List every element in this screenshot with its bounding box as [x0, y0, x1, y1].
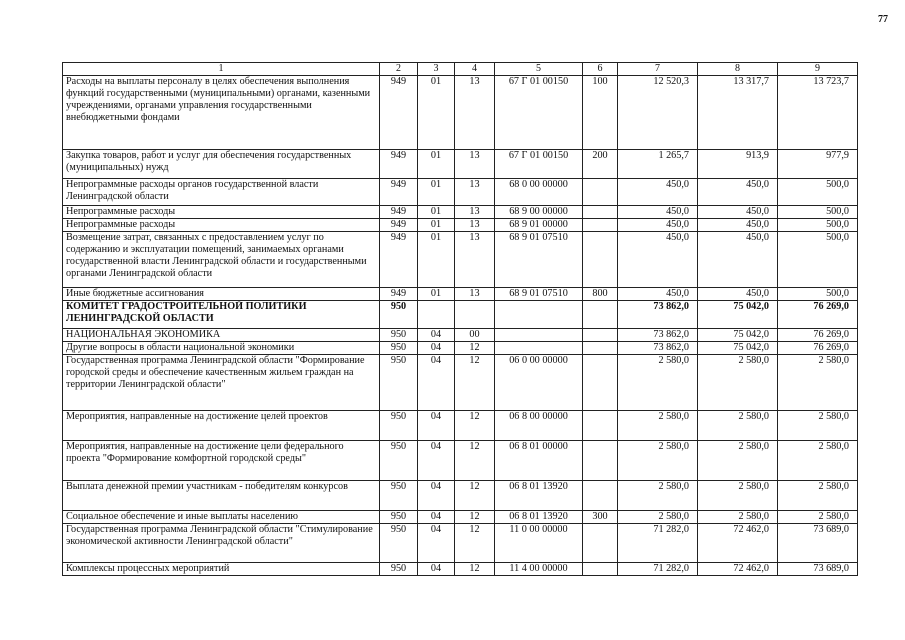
cell-col-3: 01 [418, 288, 455, 301]
cell-col-5: 68 0 00 00000 [495, 179, 583, 206]
cell-col-6 [583, 232, 618, 288]
cell-col-6 [583, 355, 618, 411]
column-number: 7 [618, 63, 698, 76]
row-description: НАЦИОНАЛЬНАЯ ЭКОНОМИКА [63, 329, 380, 342]
cell-col-5: 06 8 01 13920 [495, 511, 583, 524]
row-description: Возмещение затрат, связанных с предоставлением услуг по содержанию и эксплуатации помещений, занимаемых органами государственной власти Ленинградской области и государственными органами Ленинградской области [63, 232, 380, 288]
cell-col-7: 450,0 [618, 219, 698, 232]
cell-col-9: 500,0 [778, 206, 858, 219]
cell-col-8: 450,0 [698, 206, 778, 219]
cell-col-6 [583, 563, 618, 576]
cell-col-7: 71 282,0 [618, 524, 698, 563]
cell-col-5: 06 8 01 13920 [495, 481, 583, 511]
cell-col-5: 11 0 00 00000 [495, 524, 583, 563]
cell-col-7: 450,0 [618, 179, 698, 206]
table-row [63, 481, 858, 511]
row-description: Государственная программа Ленинградской области "Стимулирование экономической активности Ленинградской области" [63, 524, 380, 563]
cell-col-8: 75 042,0 [698, 342, 778, 355]
cell-col-8: 913,9 [698, 150, 778, 179]
table-row [63, 76, 858, 150]
cell-col-2: 950 [380, 342, 418, 355]
cell-col-5: 68 9 01 00000 [495, 219, 583, 232]
cell-col-9: 2 580,0 [778, 355, 858, 411]
table-row [63, 355, 858, 411]
row-description: Социальное обеспечение и иные выплаты населению [63, 511, 380, 524]
cell-col-8: 75 042,0 [698, 329, 778, 342]
column-number: 1 [63, 63, 380, 76]
row-description: Непрограммные расходы органов государственной власти Ленинградской области [63, 179, 380, 206]
page-number: 77 [878, 14, 888, 25]
cell-col-7: 2 580,0 [618, 411, 698, 441]
cell-col-8: 2 580,0 [698, 441, 778, 481]
cell-col-2: 949 [380, 206, 418, 219]
cell-col-5: 06 8 01 00000 [495, 441, 583, 481]
cell-col-5 [495, 342, 583, 355]
cell-col-8: 2 580,0 [698, 411, 778, 441]
table-row [63, 511, 858, 524]
table-row [63, 206, 858, 219]
cell-col-5: 67 Г 01 00150 [495, 150, 583, 179]
cell-col-3: 01 [418, 76, 455, 150]
table-row [63, 441, 858, 481]
cell-col-8: 72 462,0 [698, 524, 778, 563]
cell-col-3: 04 [418, 411, 455, 441]
cell-col-4: 13 [455, 219, 495, 232]
cell-col-5: 68 9 01 07510 [495, 288, 583, 301]
cell-col-3: 01 [418, 150, 455, 179]
cell-col-3: 01 [418, 219, 455, 232]
cell-col-6 [583, 411, 618, 441]
cell-col-8: 450,0 [698, 179, 778, 206]
cell-col-4: 12 [455, 355, 495, 411]
cell-col-2: 950 [380, 511, 418, 524]
table-row [63, 329, 858, 342]
cell-col-7: 73 862,0 [618, 342, 698, 355]
cell-col-5: 67 Г 01 00150 [495, 76, 583, 150]
cell-col-7: 73 862,0 [618, 329, 698, 342]
row-description: Мероприятия, направленные на достижение цели федерального проекта "Формирование комфортной городской среды" [63, 441, 380, 481]
cell-col-8: 450,0 [698, 288, 778, 301]
cell-col-3: 04 [418, 563, 455, 576]
cell-col-2: 950 [380, 563, 418, 576]
cell-col-6 [583, 206, 618, 219]
row-description: Мероприятия, направленные на достижение целей проектов [63, 411, 380, 441]
row-description: Выплата денежной премии участникам - победителям конкурсов [63, 481, 380, 511]
cell-col-6 [583, 524, 618, 563]
cell-col-2: 950 [380, 524, 418, 563]
cell-col-6: 300 [583, 511, 618, 524]
cell-col-2: 949 [380, 76, 418, 150]
cell-col-7: 2 580,0 [618, 481, 698, 511]
cell-col-7: 12 520,3 [618, 76, 698, 150]
cell-col-7: 450,0 [618, 232, 698, 288]
cell-col-4: 13 [455, 206, 495, 219]
row-description: Иные бюджетные ассигнования [63, 288, 380, 301]
cell-col-9: 977,9 [778, 150, 858, 179]
cell-col-5 [495, 301, 583, 329]
cell-col-4: 12 [455, 524, 495, 563]
cell-col-9: 76 269,0 [778, 342, 858, 355]
cell-col-7: 1 265,7 [618, 150, 698, 179]
cell-col-9: 2 580,0 [778, 481, 858, 511]
row-description: Государственная программа Ленинградской области "Формирование городской среды и обеспечение качественным жильем граждан на территории Ленинградской области" [63, 355, 380, 411]
cell-col-8: 450,0 [698, 232, 778, 288]
cell-col-6: 800 [583, 288, 618, 301]
cell-col-7: 2 580,0 [618, 355, 698, 411]
column-number: 4 [455, 63, 495, 76]
row-description: Закупка товаров, работ и услуг для обеспечения государственных (муниципальных) нужд [63, 150, 380, 179]
cell-col-2: 950 [380, 329, 418, 342]
cell-col-7: 450,0 [618, 206, 698, 219]
cell-col-3 [418, 301, 455, 329]
cell-col-3: 01 [418, 232, 455, 288]
cell-col-6 [583, 342, 618, 355]
cell-col-9: 2 580,0 [778, 411, 858, 441]
cell-col-4: 12 [455, 411, 495, 441]
cell-col-3: 01 [418, 179, 455, 206]
table-row [63, 342, 858, 355]
cell-col-6 [583, 441, 618, 481]
cell-col-8: 75 042,0 [698, 301, 778, 329]
cell-col-4: 12 [455, 563, 495, 576]
cell-col-9: 500,0 [778, 219, 858, 232]
column-number-row [63, 63, 858, 76]
cell-col-4: 13 [455, 232, 495, 288]
cell-col-6 [583, 219, 618, 232]
table-row [63, 179, 858, 206]
row-description: Комплексы процессных мероприятий [63, 563, 380, 576]
cell-col-2: 950 [380, 481, 418, 511]
cell-col-8: 450,0 [698, 219, 778, 232]
budget-table [62, 62, 858, 576]
cell-col-9: 500,0 [778, 179, 858, 206]
cell-col-9: 76 269,0 [778, 329, 858, 342]
cell-col-4: 12 [455, 481, 495, 511]
cell-col-2: 949 [380, 219, 418, 232]
cell-col-2: 950 [380, 355, 418, 411]
cell-col-4: 13 [455, 288, 495, 301]
cell-col-7: 2 580,0 [618, 511, 698, 524]
table-row [63, 150, 858, 179]
cell-col-7: 71 282,0 [618, 563, 698, 576]
row-description: Другие вопросы в области национальной экономики [63, 342, 380, 355]
table-row [63, 288, 858, 301]
cell-col-8: 2 580,0 [698, 511, 778, 524]
cell-col-2: 949 [380, 232, 418, 288]
cell-col-2: 950 [380, 411, 418, 441]
column-number: 5 [495, 63, 583, 76]
cell-col-6 [583, 481, 618, 511]
table-row [63, 524, 858, 563]
cell-col-5: 06 8 00 00000 [495, 411, 583, 441]
cell-col-4: 13 [455, 179, 495, 206]
cell-col-3: 04 [418, 481, 455, 511]
row-description: Непрограммные расходы [63, 206, 380, 219]
cell-col-2: 949 [380, 288, 418, 301]
cell-col-9: 76 269,0 [778, 301, 858, 329]
cell-col-4 [455, 301, 495, 329]
cell-col-2: 950 [380, 441, 418, 481]
row-description: КОМИТЕТ ГРАДОСТРОИТЕЛЬНОЙ ПОЛИТИКИ ЛЕНИНГРАДСКОЙ ОБЛАСТИ [63, 301, 380, 329]
cell-col-4: 12 [455, 441, 495, 481]
cell-col-2: 949 [380, 179, 418, 206]
cell-col-7: 73 862,0 [618, 301, 698, 329]
cell-col-3: 04 [418, 329, 455, 342]
cell-col-6 [583, 301, 618, 329]
cell-col-5: 68 9 00 00000 [495, 206, 583, 219]
row-description: Расходы на выплаты персоналу в целях обеспечения выполнения функций государственными (муниципальными) органами, казенными учреждениями, органами управления государственными внебюджетными фондами [63, 76, 380, 150]
cell-col-3: 04 [418, 511, 455, 524]
cell-col-3: 04 [418, 441, 455, 481]
cell-col-4: 00 [455, 329, 495, 342]
cell-col-9: 2 580,0 [778, 441, 858, 481]
cell-col-3: 04 [418, 524, 455, 563]
cell-col-5: 11 4 00 00000 [495, 563, 583, 576]
cell-col-3: 01 [418, 206, 455, 219]
cell-col-5: 68 9 01 07510 [495, 232, 583, 288]
cell-col-4: 12 [455, 511, 495, 524]
cell-col-5: 06 0 00 00000 [495, 355, 583, 411]
cell-col-6 [583, 329, 618, 342]
cell-col-3: 04 [418, 355, 455, 411]
cell-col-2: 950 [380, 301, 418, 329]
cell-col-9: 2 580,0 [778, 511, 858, 524]
cell-col-2: 949 [380, 150, 418, 179]
cell-col-7: 450,0 [618, 288, 698, 301]
table-row [63, 232, 858, 288]
cell-col-9: 73 689,0 [778, 563, 858, 576]
cell-col-8: 72 462,0 [698, 563, 778, 576]
cell-col-8: 2 580,0 [698, 481, 778, 511]
cell-col-9: 500,0 [778, 288, 858, 301]
table-row [63, 563, 858, 576]
column-number: 3 [418, 63, 455, 76]
table-row [63, 411, 858, 441]
cell-col-8: 2 580,0 [698, 355, 778, 411]
cell-col-6 [583, 179, 618, 206]
cell-col-9: 73 689,0 [778, 524, 858, 563]
cell-col-4: 13 [455, 150, 495, 179]
table-row [63, 301, 858, 329]
cell-col-6: 200 [583, 150, 618, 179]
cell-col-3: 04 [418, 342, 455, 355]
row-description: Непрограммные расходы [63, 219, 380, 232]
cell-col-8: 13 317,7 [698, 76, 778, 150]
column-number: 9 [778, 63, 858, 76]
column-number: 2 [380, 63, 418, 76]
cell-col-4: 13 [455, 76, 495, 150]
cell-col-5 [495, 329, 583, 342]
cell-col-9: 13 723,7 [778, 76, 858, 150]
cell-col-7: 2 580,0 [618, 441, 698, 481]
column-number: 8 [698, 63, 778, 76]
cell-col-9: 500,0 [778, 232, 858, 288]
cell-col-4: 12 [455, 342, 495, 355]
column-number: 6 [583, 63, 618, 76]
table-row [63, 219, 858, 232]
cell-col-6: 100 [583, 76, 618, 150]
